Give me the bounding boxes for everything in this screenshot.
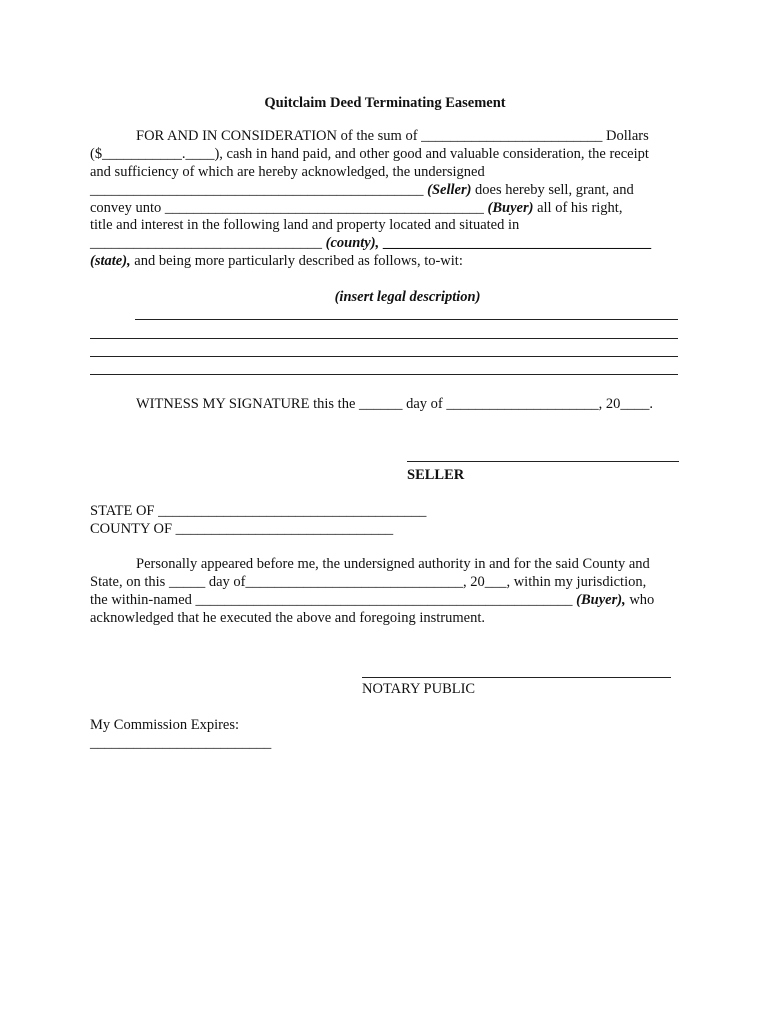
seller-term: (Seller) — [427, 182, 472, 198]
buyer-line-rest: all of his right, — [533, 200, 623, 216]
legal-description-rule-3 — [90, 356, 678, 357]
document-title: Quitclaim Deed Terminating Easement — [264, 95, 506, 111]
state-line-text — [90, 252, 463, 270]
commission-expires-label: My Commission Expires: — [90, 717, 240, 733]
consideration-line-2: ($___________.____), cash in hand paid, and other good and valuable consideration, the receipt — [90, 146, 649, 162]
county-line-text — [90, 234, 651, 252]
witness-line: WITNESS MY SIGNATURE this the ______ day of _____________________, 20____. — [136, 396, 654, 412]
buyer-line — [90, 199, 622, 217]
notary-signature-rule — [362, 677, 671, 678]
commission-expires-blank: _________________________ — [90, 735, 272, 751]
legal-description-rule-4 — [90, 374, 678, 375]
county-term: (county), — [325, 235, 380, 251]
seller-line — [90, 181, 634, 199]
state-term: (state), — [90, 253, 131, 269]
consideration-line-1: FOR AND IN CONSIDERATION of the sum of _________________________ Dollars — [136, 128, 649, 144]
seller-line-rest: does hereby sell, grant, and — [471, 182, 634, 198]
notary-para-line-3 — [90, 591, 654, 609]
notary-para-line-1: Personally appeared before me, the undersigned authority in and for the said County and — [136, 556, 650, 572]
seller-signature-rule — [407, 461, 679, 462]
within-named-blank: the within-named ____________________________________________________ — [90, 592, 577, 608]
legal-description-rule-1 — [135, 319, 678, 320]
notary-public-label: NOTARY PUBLIC — [362, 681, 476, 697]
state-line-rest: and being more particularly described as follows, to-wit: — [130, 253, 463, 269]
consideration-line-3: and sufficiency of which are hereby acknowledged, the undersigned — [90, 164, 485, 180]
legal-description-rule-2 — [90, 338, 678, 339]
notary-para-line-4: acknowledged that he executed the above and foregoing instrument. — [90, 610, 485, 626]
title-interest-line: title and interest in the following land and property located and situated in — [90, 217, 520, 233]
county-blank: ________________________________ — [90, 235, 326, 251]
notary-para-line-2: State, on this _____ day of______________________________, 20___, within my jurisdiction, — [90, 574, 647, 590]
seller-blank: ______________________________________________ — [90, 182, 428, 198]
notary-buyer-term: (Buyer), — [576, 592, 626, 608]
legal-description-placeholder: (insert legal description) — [334, 289, 481, 305]
state-of-line: STATE OF _____________________________________ — [90, 503, 427, 519]
state-blank: _____________________________________ — [379, 235, 652, 251]
buyer-term: (Buyer) — [487, 200, 534, 216]
seller-label: SELLER — [407, 467, 465, 483]
notary-para-line-3-rest: who — [625, 592, 655, 608]
buyer-line-start: convey unto ____________________________________________ — [90, 200, 488, 216]
county-of-line: COUNTY OF ______________________________ — [90, 521, 394, 537]
